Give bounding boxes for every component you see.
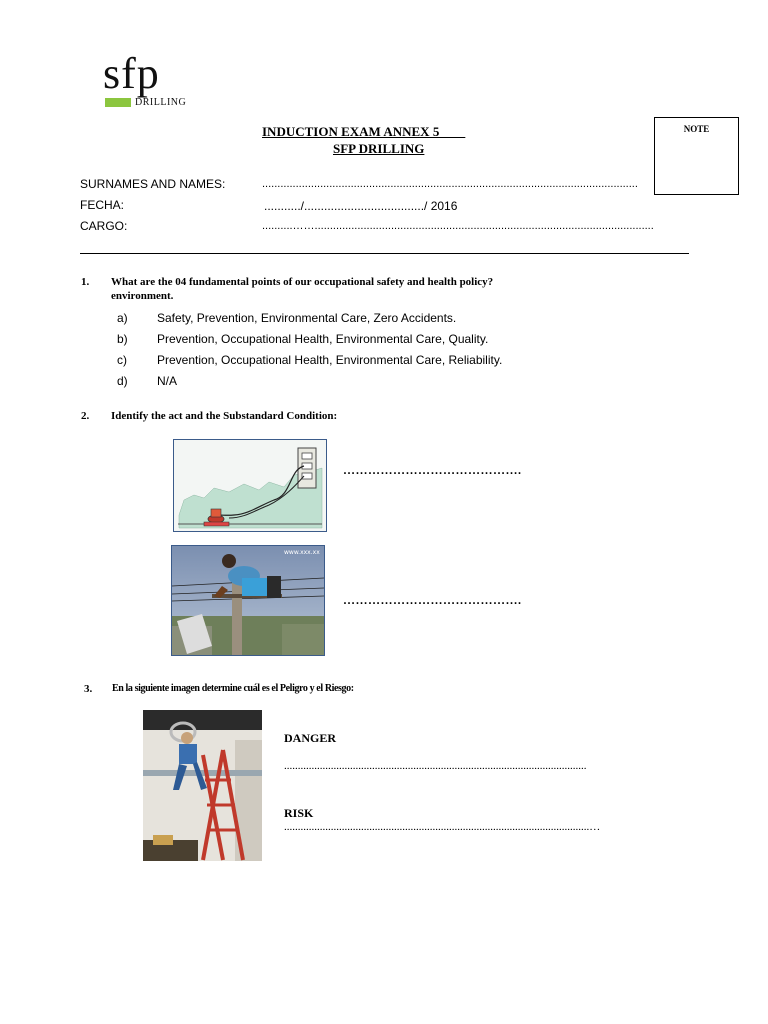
cargo-label: CARGO: [80,219,128,233]
q1-option-b-letter[interactable]: b) [117,332,128,346]
note-label: NOTE [683,124,710,134]
q2-number: 2. [81,410,90,422]
risk-label: RISK [284,806,314,820]
substandard-act-image [171,545,325,656]
fecha-label: FECHA: [80,198,125,212]
q1-option-a-letter[interactable]: a) [117,311,128,325]
q1-option-d-letter[interactable]: d) [117,374,128,388]
logo-wordmark: sfp [103,49,160,98]
q1-option-b[interactable]: Prevention, Occupational Health, Environmental Care, Quality. [157,332,489,346]
q1-text-line2: environment. [111,290,174,302]
photo-watermark: www.xxx.xx [284,549,320,556]
q1-option-c[interactable]: Prevention, Occupational Health, Environmental Care, Reliability. [157,353,503,367]
fecha-field[interactable]: .........../..................................../ 2016 [264,199,458,213]
names-field[interactable]: ........................................................................................................................... [262,178,638,190]
danger-answer[interactable]: .............................................................................................................. [284,760,587,772]
q2-answer-1[interactable]: ……………………………………. [343,463,522,477]
ladder-hazard-image [143,710,262,861]
exam-title: INDUCTION EXAM ANNEX 5 [262,124,466,139]
substandard-condition-image [173,439,327,532]
logo-subtitle: DRILLING [135,97,187,108]
header-divider [80,253,689,254]
q3-number: 3. [84,683,93,695]
company-title: SFP DRILLING [333,141,425,156]
pole-worker-photo [172,546,324,655]
company-logo [103,49,193,110]
outlet-illustration [174,440,326,531]
q1-option-a[interactable]: Safety, Prevention, Environmental Care, Zero Accidents. [157,311,457,325]
risk-answer[interactable]: ...............................................................................................................… [284,821,601,833]
ladder-worker-photo [143,710,262,861]
q1-number: 1. [81,276,90,288]
cargo-field[interactable]: ..........……............................................................................................................... [262,220,654,232]
danger-label: DANGER [284,731,337,745]
names-label: SURNAMES AND NAMES: [80,177,226,191]
logo-accent-bar [105,98,131,107]
q3-text: En la siguiente imagen determine cuál es el Peligro y el Riesgo: [112,683,354,694]
q1-text: What are the 04 fundamental points of our occupational safety and health policy? [111,276,494,288]
q2-answer-2[interactable]: ……………………………………. [343,593,522,607]
q1-option-d[interactable]: N/A [157,374,178,388]
q1-option-c-letter[interactable]: c) [117,353,127,367]
q2-text: Identify the act and the Substandard Condition: [111,410,338,422]
